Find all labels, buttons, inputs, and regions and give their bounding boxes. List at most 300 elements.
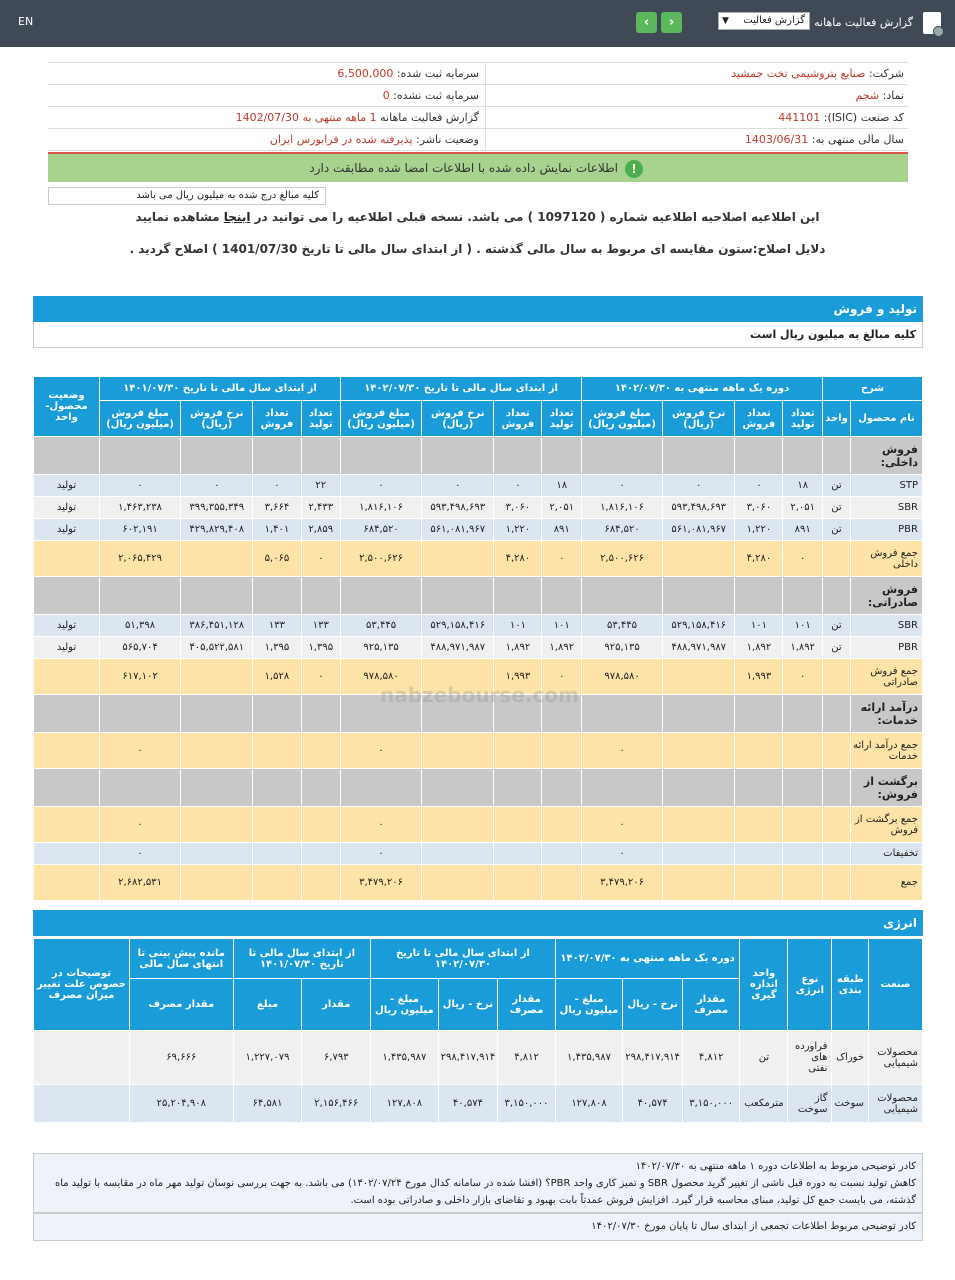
table-cell: تن: [823, 637, 851, 659]
table-cell: ۱,۸۹۲: [542, 637, 582, 659]
table-cell: ۰: [542, 541, 582, 577]
col-amount: مبلغ فروش (میلیون ریال): [341, 401, 422, 437]
table-cell: ۲,۰۵۱: [542, 497, 582, 519]
section-energy: انرژی: [33, 910, 923, 936]
table-cell: ۰: [494, 475, 542, 497]
table-cell: ۱۲۷,۸۰۸: [371, 1085, 438, 1123]
table-cell: [783, 865, 823, 901]
prev-button[interactable]: ‹: [636, 12, 657, 33]
table-row: [34, 577, 923, 615]
table-cell: ۵۶۵,۷۰۴: [100, 637, 181, 659]
table-cell: [663, 865, 735, 901]
table-cell: ۱,۸۱۶,۱۰۶: [341, 497, 422, 519]
table-cell: [100, 769, 181, 807]
table-cell: [34, 807, 100, 843]
table-cell: ۵۶۱,۰۸۱,۹۶۷: [422, 519, 494, 541]
table-cell: [181, 807, 253, 843]
table-cell: [253, 437, 301, 475]
table-cell: ۰: [341, 475, 422, 497]
table-cell: ۰: [253, 475, 301, 497]
table-cell: ۰: [341, 843, 422, 865]
status-label: وضعیت ناشر:: [416, 133, 479, 146]
table-cell: ۵۳,۴۴۵: [341, 615, 422, 637]
col-class: طبقه بندی: [832, 939, 869, 1031]
table-cell: [100, 577, 181, 615]
table-row: [34, 865, 923, 901]
currency-note: کلیه مبالغ درج شده به میلیون ریال می باشد: [48, 187, 326, 205]
table-cell: ۴۰,۵۷۴: [438, 1085, 498, 1123]
table-cell: ۶۴,۵۸۱: [233, 1085, 302, 1123]
table-row: [34, 437, 923, 475]
energy-table: [33, 938, 923, 1123]
symbol-value: شجم: [855, 89, 880, 102]
table-cell: ۹۷۸,۵۸۰: [341, 659, 422, 695]
table-row: [34, 615, 923, 637]
table-cell: ۱۸: [542, 475, 582, 497]
table-cell: [181, 659, 253, 695]
table-cell: [823, 843, 851, 865]
col-status: وضعیت محصول-واحد: [34, 377, 100, 437]
table-cell: تولید: [34, 615, 100, 637]
table-cell: ۲,۸۵۹: [301, 519, 341, 541]
table-cell: [301, 769, 341, 807]
chevron-down-icon: ▼: [722, 16, 729, 26]
table-cell: [34, 541, 100, 577]
table-cell: [253, 769, 301, 807]
isic-value: 441101: [778, 111, 821, 124]
table-cell: تولید: [34, 519, 100, 541]
table-cell: ۳,۴۷۹,۲۰۶: [341, 865, 422, 901]
col-qp: تعداد تولید: [783, 401, 823, 437]
table-cell: [783, 843, 823, 865]
table-cell: SBR: [851, 497, 923, 519]
col-m: مبلغ: [233, 979, 302, 1031]
table-cell: [34, 1085, 130, 1123]
table-cell: ۰: [783, 541, 823, 577]
table-cell: ۴۸۸,۹۷۱,۹۸۷: [422, 637, 494, 659]
table-cell: [542, 843, 582, 865]
table-cell: خوراک: [832, 1031, 869, 1085]
table-cell: [823, 659, 851, 695]
table-cell: ۱,۳۹۵: [301, 637, 341, 659]
table-cell: PBR: [851, 637, 923, 659]
table-cell: [341, 577, 422, 615]
table-cell: ۱,۹۹۳: [735, 659, 783, 695]
table-cell: [494, 437, 542, 475]
table-cell: تن: [823, 615, 851, 637]
table-cell: ۲۹۸,۴۱۷,۹۱۴: [623, 1031, 683, 1085]
table-cell: [181, 437, 253, 475]
table-cell: ۱,۲۲۰: [735, 519, 783, 541]
table-cell: ۰: [100, 807, 181, 843]
table-row: [34, 1085, 923, 1123]
table-cell: [735, 807, 783, 843]
table-cell: تولید: [34, 475, 100, 497]
table-cell: ۱,۴۳۵,۹۸۷: [555, 1031, 622, 1085]
table-cell: ۳,۴۷۹,۲۰۶: [582, 865, 663, 901]
col-qs: تعداد فروش: [494, 401, 542, 437]
unreg-capital-value: 0: [382, 89, 390, 102]
table-cell: ۱,۵۲۸: [253, 659, 301, 695]
col-rate: نرخ فروش (ریال): [181, 401, 253, 437]
table-cell: فروش داخلی:: [851, 437, 923, 475]
table-cell: STP: [851, 475, 923, 497]
table-cell: SBR: [851, 615, 923, 637]
table-cell: [34, 659, 100, 695]
table-cell: [823, 733, 851, 769]
table-row: [34, 807, 923, 843]
table-cell: ۶۸۴,۵۲۰: [582, 519, 663, 541]
note-period-title: کادر توضیحی مربوط به اطلاعات دوره ۱ ماهه منتهی به ۱۴۰۲/۰۷/۳۰: [635, 1161, 916, 1172]
table-cell: [422, 807, 494, 843]
table-cell: ۴۲۹,۸۲۹,۴۰۸: [181, 519, 253, 541]
table-cell: تن: [823, 497, 851, 519]
company-value: صنایع پتروشیمی تخت جمشید: [731, 67, 866, 80]
table-cell: ۱۰۱: [783, 615, 823, 637]
col-period: دوره یک ماهه منتهی به ۱۴۰۲/۰۷/۳۰: [582, 377, 823, 401]
table-cell: [181, 695, 253, 733]
table-cell: [735, 865, 783, 901]
unreg-capital-label: سرمایه ثبت نشده:: [393, 89, 479, 102]
table-cell: [494, 733, 542, 769]
table-cell: ۹۷۸,۵۸۰: [582, 659, 663, 695]
table-cell: [301, 843, 341, 865]
table-cell: ۲۲: [301, 475, 341, 497]
table-cell: مترمکعب: [740, 1085, 788, 1123]
table-cell: سوخت: [832, 1085, 869, 1123]
table-cell: ۵۹۳,۴۹۸,۶۹۳: [663, 497, 735, 519]
language-switch[interactable]: EN: [18, 15, 34, 28]
table-row: [34, 497, 923, 519]
col-qp: تعداد تولید: [542, 401, 582, 437]
col-unit: واحد: [823, 401, 851, 437]
table-cell: [301, 695, 341, 733]
table-cell: ۰: [542, 659, 582, 695]
table-cell: ۰: [181, 475, 253, 497]
table-cell: ۵۶۱,۰۸۱,۹۶۷: [663, 519, 735, 541]
note-period: [33, 1153, 923, 1213]
table-cell: [823, 577, 851, 615]
table-cell: ۳۸۶,۴۵۱,۱۲۸: [181, 615, 253, 637]
table-cell: [582, 695, 663, 733]
table-cell: ۰: [783, 659, 823, 695]
table-cell: [181, 541, 253, 577]
table-cell: [34, 695, 100, 733]
report-type-select[interactable]: ▼ گزارش فعالیت: [718, 12, 810, 30]
table-cell: ۰: [735, 475, 783, 497]
table-cell: ۵,۰۶۵: [253, 541, 301, 577]
table-cell: جمع فروش داخلی: [851, 541, 923, 577]
table-cell: جمع برگشت از فروش: [851, 807, 923, 843]
table-cell: ۱۳۳: [253, 615, 301, 637]
col-prev: از ابتدای سال مالی تا تاریخ ۱۴۰۱/۰۷/۳۰: [100, 377, 341, 401]
table-cell: [542, 865, 582, 901]
table-cell: [783, 437, 823, 475]
table-cell: [34, 769, 100, 807]
table-cell: ۳,۶۶۴: [253, 497, 301, 519]
table-cell: [253, 843, 301, 865]
table-cell: [735, 769, 783, 807]
table-cell: ۵۲۹,۱۵۸,۴۱۶: [422, 615, 494, 637]
table-cell: [422, 541, 494, 577]
table-cell: ۱,۹۹۳: [494, 659, 542, 695]
table-cell: [663, 659, 735, 695]
table-cell: ۸۹۱: [783, 519, 823, 541]
col-cq: مقدار مصرف: [682, 979, 740, 1031]
table-cell: [663, 577, 735, 615]
table-cell: ۰: [100, 843, 181, 865]
col-rate: نرخ - ریال: [438, 979, 498, 1031]
table-cell: ۰: [582, 807, 663, 843]
table-cell: [783, 733, 823, 769]
table-cell: [34, 1031, 130, 1085]
table-cell: [823, 541, 851, 577]
table-cell: جمع فروش صادراتی: [851, 659, 923, 695]
status-value: پذیرفته شده در فرابورس ایران: [269, 133, 413, 146]
table-cell: [301, 577, 341, 615]
table-cell: ۱۰۱: [494, 615, 542, 637]
table-cell: ۰: [100, 475, 181, 497]
table-cell: [663, 807, 735, 843]
col-prev: از ابتدای سال مالی تا تاریخ ۱۴۰۱/۰۷/۳۰: [233, 939, 371, 979]
watermark: nabzebourse.com: [380, 683, 579, 707]
table-cell: ۱,۸۹۲: [783, 637, 823, 659]
symbol-label: نماد:: [882, 89, 904, 102]
table-cell: ۲,۱۵۶,۴۶۶: [302, 1085, 371, 1123]
table-cell: ۶۰۲,۱۹۱: [100, 519, 181, 541]
table-cell: تن: [740, 1031, 788, 1085]
table-cell: [663, 541, 735, 577]
col-ytd: از ابتدای سال مالی تا تاریخ ۱۴۰۲/۰۷/۳۰: [371, 939, 556, 979]
col-period: دوره یک ماهه منتهی به ۱۴۰۲/۰۷/۳۰: [555, 939, 740, 979]
table-cell: ۱۳۳: [301, 615, 341, 637]
table-cell: [253, 733, 301, 769]
table-cell: [34, 437, 100, 475]
correction-reason: دلایل اصلاح:ستون مقایسه ای مربوط به سال مالی گذشته . ( از ابتدای سال مالی تا تاریخ 1401/07/30 ) اصلاح گردید .: [129, 242, 826, 256]
table-cell: تولید: [34, 637, 100, 659]
table-cell: ۵۳,۴۴۵: [582, 615, 663, 637]
table-cell: ۱,۴۳۵,۹۸۷: [371, 1031, 438, 1085]
table-cell: ۴,۸۱۲: [682, 1031, 740, 1085]
verification-banner: [48, 152, 908, 182]
table-cell: [341, 769, 422, 807]
report-value: 1 ماهه منتهی به 1402/07/30: [235, 111, 377, 124]
table-cell: ۰: [341, 807, 422, 843]
table-cell: ۶۹,۶۶۶: [130, 1031, 234, 1085]
table-cell: درآمد ارائه خدمات:: [851, 695, 923, 733]
col-rate: نرخ - ریال: [623, 979, 683, 1031]
table-cell: [34, 733, 100, 769]
note-cumulative: [33, 1213, 923, 1241]
table-cell: ۲۹۸,۴۱۷,۹۱۴: [438, 1031, 498, 1085]
table-cell: [253, 807, 301, 843]
table-cell: [34, 865, 100, 901]
table-cell: تن: [823, 519, 851, 541]
info-icon: !: [625, 160, 643, 178]
table-row: [34, 1031, 923, 1085]
table-cell: [542, 769, 582, 807]
table-cell: [823, 695, 851, 733]
table-cell: ۵۱,۳۹۸: [100, 615, 181, 637]
note-period-body: کاهش تولید نسبت به دوره قبل ناشی از تغییر گرید محصول SBR و تمیز کاری واحد PBR؟ (افشا شده در سامانه کدال مورخ ۱۴۰۲/۰۷/۲۴) می باشد. به جهت بررسی نوسان تولید مهر ماه در مقایسه با تولید ماه گذشته، می بایست جمع کل تولید، مبنای محاسبه قرار گیرد. افزایش فروش عمدتاً بابت بهبود و تقاضای بازار داخلی و صادراتی بوده است.: [54, 1178, 916, 1206]
table-cell: ۶۱۷,۱۰۲: [100, 659, 181, 695]
table-cell: ۲,۰۵۱: [783, 497, 823, 519]
table-cell: [422, 577, 494, 615]
table-cell: [181, 769, 253, 807]
table-cell: ۰: [341, 733, 422, 769]
table-cell: [494, 577, 542, 615]
col-type: نوع انرژی: [788, 939, 832, 1031]
table-cell: [253, 695, 301, 733]
table-cell: ۸۹۱: [542, 519, 582, 541]
table-cell: [494, 807, 542, 843]
table-cell: [582, 769, 663, 807]
table-cell: ۱,۸۹۲: [494, 637, 542, 659]
table-cell: محصولات شیمیایی: [869, 1031, 923, 1085]
table-cell: ۵۲۹,۱۵۸,۴۱۶: [663, 615, 735, 637]
col-qs: تعداد فروش: [735, 401, 783, 437]
table-cell: [542, 733, 582, 769]
table-cell: ۰: [301, 541, 341, 577]
col-industry: صنعت: [869, 939, 923, 1031]
table-cell: [582, 437, 663, 475]
table-cell: [735, 577, 783, 615]
table-cell: فراورده های نفتی: [788, 1031, 832, 1085]
table-row: [34, 843, 923, 865]
table-cell: ۳,۱۵۰,۰۰۰: [498, 1085, 556, 1123]
table-cell: ۳,۰۶۰: [494, 497, 542, 519]
table-cell: [494, 843, 542, 865]
table-cell: [823, 807, 851, 843]
table-cell: ۲,۰۶۵,۴۲۹: [100, 541, 181, 577]
col-cq: مقدار مصرف: [130, 979, 234, 1031]
note-cumulative-title: کادر توضیحی مربوط اطلاعات تجمعی از ابتدای سال تا پایان مورخ ۱۴۰۲/۰۷/۳۰: [591, 1221, 916, 1232]
table-cell: [542, 577, 582, 615]
table-cell: ۰: [663, 475, 735, 497]
table-cell: ۲,۵۰۰,۶۲۶: [582, 541, 663, 577]
table-cell: [542, 437, 582, 475]
table-cell: ۲,۵۰۰,۶۲۶: [341, 541, 422, 577]
table-cell: ۱۰۱: [542, 615, 582, 637]
table-cell: [34, 577, 100, 615]
table-cell: [100, 437, 181, 475]
table-cell: ۴,۲۸۰: [735, 541, 783, 577]
table-cell: ۴۸۸,۹۷۱,۹۸۷: [663, 637, 735, 659]
table-cell: [181, 843, 253, 865]
table-cell: [783, 807, 823, 843]
table-cell: ۵۹۳,۴۹۸,۶۹۳: [422, 497, 494, 519]
previous-version-link[interactable]: اینجا: [223, 210, 251, 224]
table-row: [34, 733, 923, 769]
company-info: [48, 62, 908, 151]
table-cell: ۹۲۵,۱۳۵: [582, 637, 663, 659]
table-cell: ۴۰۵,۵۲۲,۵۸۱: [181, 637, 253, 659]
table-cell: [253, 865, 301, 901]
col-forecast: مانده پیش بینی تا انتهای سال مالی: [130, 939, 234, 979]
table-cell: ۶,۷۹۳: [302, 1031, 371, 1085]
col-product: نام محصول: [851, 401, 923, 437]
table-cell: ۲,۴۳۳: [301, 497, 341, 519]
table-cell: [301, 807, 341, 843]
col-measure: واحد اندازه گیری: [740, 939, 788, 1031]
table-cell: ۳,۱۵۰,۰۰۰: [682, 1085, 740, 1123]
table-cell: [253, 577, 301, 615]
table-cell: برگشت از فروش:: [851, 769, 923, 807]
col-rate: نرخ فروش (ریال): [663, 401, 735, 437]
table-cell: محصولات شیمیایی: [869, 1085, 923, 1123]
table-cell: [181, 733, 253, 769]
fiscal-year-value: 1403/06/31: [744, 133, 809, 146]
table-cell: ۱۸: [783, 475, 823, 497]
table-cell: [341, 437, 422, 475]
table-cell: ۴۰,۵۷۴: [623, 1085, 683, 1123]
table-cell: ۴,۸۱۲: [498, 1031, 556, 1085]
table-cell: [301, 865, 341, 901]
top-bar: [0, 0, 955, 47]
table-cell: [301, 437, 341, 475]
col-desc: شرح: [823, 377, 923, 401]
table-cell: [34, 843, 100, 865]
table-cell: ۱,۲۲۷,۰۷۹: [233, 1031, 302, 1085]
table-cell: تخفیفات: [851, 843, 923, 865]
table-row: [34, 541, 923, 577]
next-button[interactable]: ›: [661, 12, 682, 33]
table-cell: [422, 865, 494, 901]
table-cell: ۱۲۷,۸۰۸: [555, 1085, 622, 1123]
fiscal-year-label: سال مالی منتهی به:: [811, 133, 904, 146]
col-q: مقدار: [302, 979, 371, 1031]
table-cell: ۳,۰۶۰: [735, 497, 783, 519]
table-cell: [735, 437, 783, 475]
page-title: گزارش فعالیت ماهانه: [814, 16, 913, 29]
col-qs: تعداد فروش: [253, 401, 301, 437]
col-amt: مبلغ - میلیون ریال: [371, 979, 438, 1031]
table-cell: جمع: [851, 865, 923, 901]
section-production-sales-note: کلیه مبالغ به میلیون ریال است: [33, 322, 923, 348]
table-cell: [735, 843, 783, 865]
table-cell: ۰: [582, 475, 663, 497]
col-amount: مبلغ فروش (میلیون ریال): [100, 401, 181, 437]
table-cell: ۰: [582, 843, 663, 865]
table-cell: ۰: [100, 733, 181, 769]
table-cell: ۰: [582, 733, 663, 769]
table-cell: [663, 843, 735, 865]
table-cell: [823, 437, 851, 475]
table-cell: [301, 733, 341, 769]
col-cq: مقدار مصرف: [498, 979, 556, 1031]
table-cell: ۱,۴۰۱: [253, 519, 301, 541]
table-cell: ۰: [422, 475, 494, 497]
table-cell: [422, 437, 494, 475]
table-row: [34, 519, 923, 541]
table-cell: جمع درآمد ارائه خدمات: [851, 733, 923, 769]
table-cell: تن: [823, 475, 851, 497]
isic-label: کد صنعت (ISIC):: [823, 111, 904, 124]
correction-notice: این اطلاعیه اصلاحیه اطلاعیه شماره ( 1097120 ) می باشد. نسخه قبلی اطلاعیه را می توانید در اینجا مشاهده نمایید: [135, 210, 820, 224]
clipboard-icon: [923, 12, 941, 34]
table-cell: [783, 577, 823, 615]
table-cell: ۲,۶۸۲,۵۳۱: [100, 865, 181, 901]
table-cell: ۰: [301, 659, 341, 695]
table-cell: [663, 733, 735, 769]
capital-value: 6,500,000: [337, 67, 394, 80]
table-cell: فروش صادراتی:: [851, 577, 923, 615]
table-cell: [823, 769, 851, 807]
table-cell: [422, 733, 494, 769]
table-cell: ۱,۴۶۳,۲۳۸: [100, 497, 181, 519]
col-qp: تعداد تولید: [301, 401, 341, 437]
table-cell: ۹۲۵,۱۳۵: [341, 637, 422, 659]
